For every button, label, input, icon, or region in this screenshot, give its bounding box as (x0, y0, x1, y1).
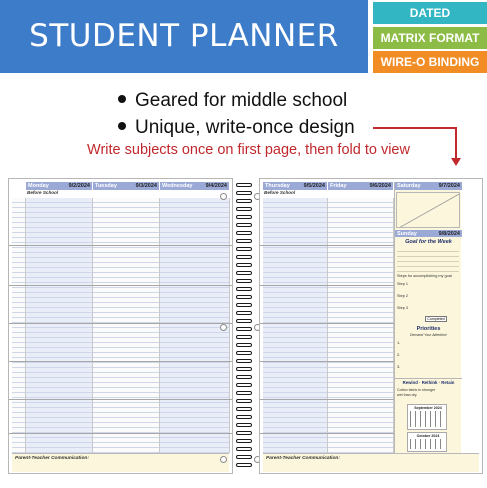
fun-fact: Cotton fabric is stronger wet than dry. (397, 388, 436, 397)
binding-hole (220, 456, 227, 463)
saturday-box (396, 192, 460, 228)
step-label: Step 1 (397, 282, 408, 286)
day-date: 9/5/2024 (303, 183, 325, 189)
planner-right-page (259, 178, 483, 474)
day-name: Thursday (265, 183, 290, 189)
day-header-sunday (395, 230, 462, 237)
binding-coil (236, 415, 252, 419)
binding-coil (236, 295, 252, 299)
binding-coil (236, 351, 252, 355)
day-date: 9/4/2024 (205, 183, 227, 189)
binding-coil (236, 335, 252, 339)
binding-coil (236, 455, 252, 459)
day-date: 9/7/2024 (438, 183, 460, 189)
priority-number: 2. (397, 352, 401, 357)
binding-coil (236, 407, 252, 411)
day-date: 9/8/2024 (438, 231, 460, 237)
binding-coil (236, 367, 252, 371)
ruled-lines (26, 198, 92, 453)
binding-coil (236, 319, 252, 323)
binding-coil (236, 431, 252, 435)
binding-coil (236, 439, 252, 443)
bullet-text: Geared for middle school (135, 90, 348, 111)
binding-coil (236, 399, 252, 403)
ruled-lines (328, 198, 393, 453)
period-divider (260, 433, 394, 434)
priorities-title: Priorities (416, 326, 441, 332)
day-column (93, 198, 160, 453)
binding-coil (236, 375, 252, 379)
day-name: Monday (28, 183, 49, 189)
period-divider (260, 245, 394, 246)
binding-coil (236, 383, 252, 387)
bullet-dot-icon (118, 122, 126, 130)
binding-coil (236, 447, 252, 451)
day-date: 9/2/2024 (68, 183, 90, 189)
binding-coil (236, 231, 252, 235)
mini-calendar-grid (410, 411, 444, 427)
binding-coil (236, 191, 252, 195)
period-divider (9, 361, 232, 362)
bullet-item (118, 90, 347, 112)
day-header-tuesday (93, 182, 160, 190)
binding-coil (236, 327, 252, 331)
tag-matrix-format: MATRIX FORMAT (373, 27, 487, 49)
day-name: Friday (330, 183, 347, 189)
header-banner (0, 0, 368, 73)
rewind-rethink-retain: Rewind · Rethink · Retain (395, 378, 462, 385)
day-column (328, 198, 394, 453)
day-column (263, 198, 328, 453)
binding-hole (220, 193, 227, 200)
binding-coil (236, 239, 252, 243)
step-label: Step 2 (397, 294, 408, 298)
parent-teacher-box (12, 453, 229, 472)
binding-coil (236, 183, 252, 187)
weekend-sidebar (394, 182, 461, 453)
wire-o-binding (236, 183, 252, 474)
priority-number: 1. (397, 340, 401, 345)
priority-number: 3. (397, 364, 401, 369)
binding-coil (236, 391, 252, 395)
mini-calendar (407, 432, 447, 452)
day-header-thursday (263, 182, 328, 190)
bullet-item (118, 117, 355, 139)
period-divider (260, 285, 394, 286)
day-name: Saturday (397, 183, 421, 189)
parent-teacher-label: Parent-Teacher Communication: (266, 456, 340, 461)
period-divider (9, 399, 232, 400)
binding-coil (236, 207, 252, 211)
binding-coil (236, 199, 252, 203)
period-divider (9, 245, 232, 246)
tag-wire-o-binding: WIRE-O BINDING (373, 51, 487, 73)
tag-dated: DATED (373, 2, 487, 24)
day-column (26, 198, 93, 453)
before-school-label: Before School (27, 190, 59, 195)
day-date: 9/3/2024 (135, 183, 157, 189)
day-header-saturday (395, 182, 462, 190)
binding-coil (236, 255, 252, 259)
parent-teacher-box (263, 453, 479, 472)
arrow-icon (373, 127, 457, 129)
binding-coil (236, 263, 252, 267)
day-name: Wednesday (162, 183, 193, 189)
diagonal-divider (397, 193, 460, 228)
binding-coil (236, 303, 252, 307)
mini-calendar-title: October 2024 (416, 434, 440, 438)
binding-coil (236, 463, 252, 467)
day-name: Sunday (397, 231, 417, 237)
steps-title: Steps for accomplishing my goal (397, 274, 452, 278)
arrow-head-icon (451, 158, 461, 166)
day-name: Tuesday (95, 183, 117, 189)
priorities-subtitle: Demand Your Attention! (410, 333, 447, 337)
binding-hole (220, 324, 227, 331)
goal-lines (397, 247, 459, 272)
day-date: 9/6/2024 (369, 183, 391, 189)
ruled-lines (12, 198, 25, 453)
binding-coil (236, 311, 252, 315)
period-divider (260, 361, 394, 362)
bullet-text: Unique, write-once design (135, 117, 355, 138)
step-label: Step 3 (397, 306, 408, 310)
period-divider (9, 433, 232, 434)
period-divider (9, 285, 232, 286)
day-header-monday (26, 182, 93, 190)
day-header-wednesday (160, 182, 230, 190)
binding-coil (236, 423, 252, 427)
period-divider (260, 399, 394, 400)
parent-teacher-label: Parent-Teacher Communication: (15, 456, 89, 461)
mini-calendar (407, 404, 447, 430)
mini-calendar-title: September 2024 (414, 406, 442, 410)
time-margin (12, 198, 26, 453)
binding-coil (236, 287, 252, 291)
binding-coil (236, 247, 252, 251)
period-divider (260, 323, 394, 324)
binding-coil (236, 343, 252, 347)
fold-note: Write subjects once on first page, then fold to view (87, 142, 410, 158)
binding-coil (236, 215, 252, 219)
planner-left-page (8, 178, 233, 474)
page-title: STUDENT PLANNER (29, 18, 339, 54)
before-school-label: Before School (264, 190, 296, 195)
mini-calendar-grid (410, 439, 444, 449)
completed-checkbox: Completed (425, 316, 447, 322)
ruled-lines (160, 198, 229, 453)
day-header-friday (328, 182, 394, 190)
binding-coil (236, 223, 252, 227)
binding-coil (236, 271, 252, 275)
period-divider (9, 323, 232, 324)
goal-title: Goal for the Week (405, 239, 452, 245)
bullet-dot-icon (118, 95, 126, 103)
binding-coil (236, 359, 252, 363)
ruled-lines (263, 198, 327, 453)
ruled-lines (93, 198, 159, 453)
binding-coil (236, 279, 252, 283)
